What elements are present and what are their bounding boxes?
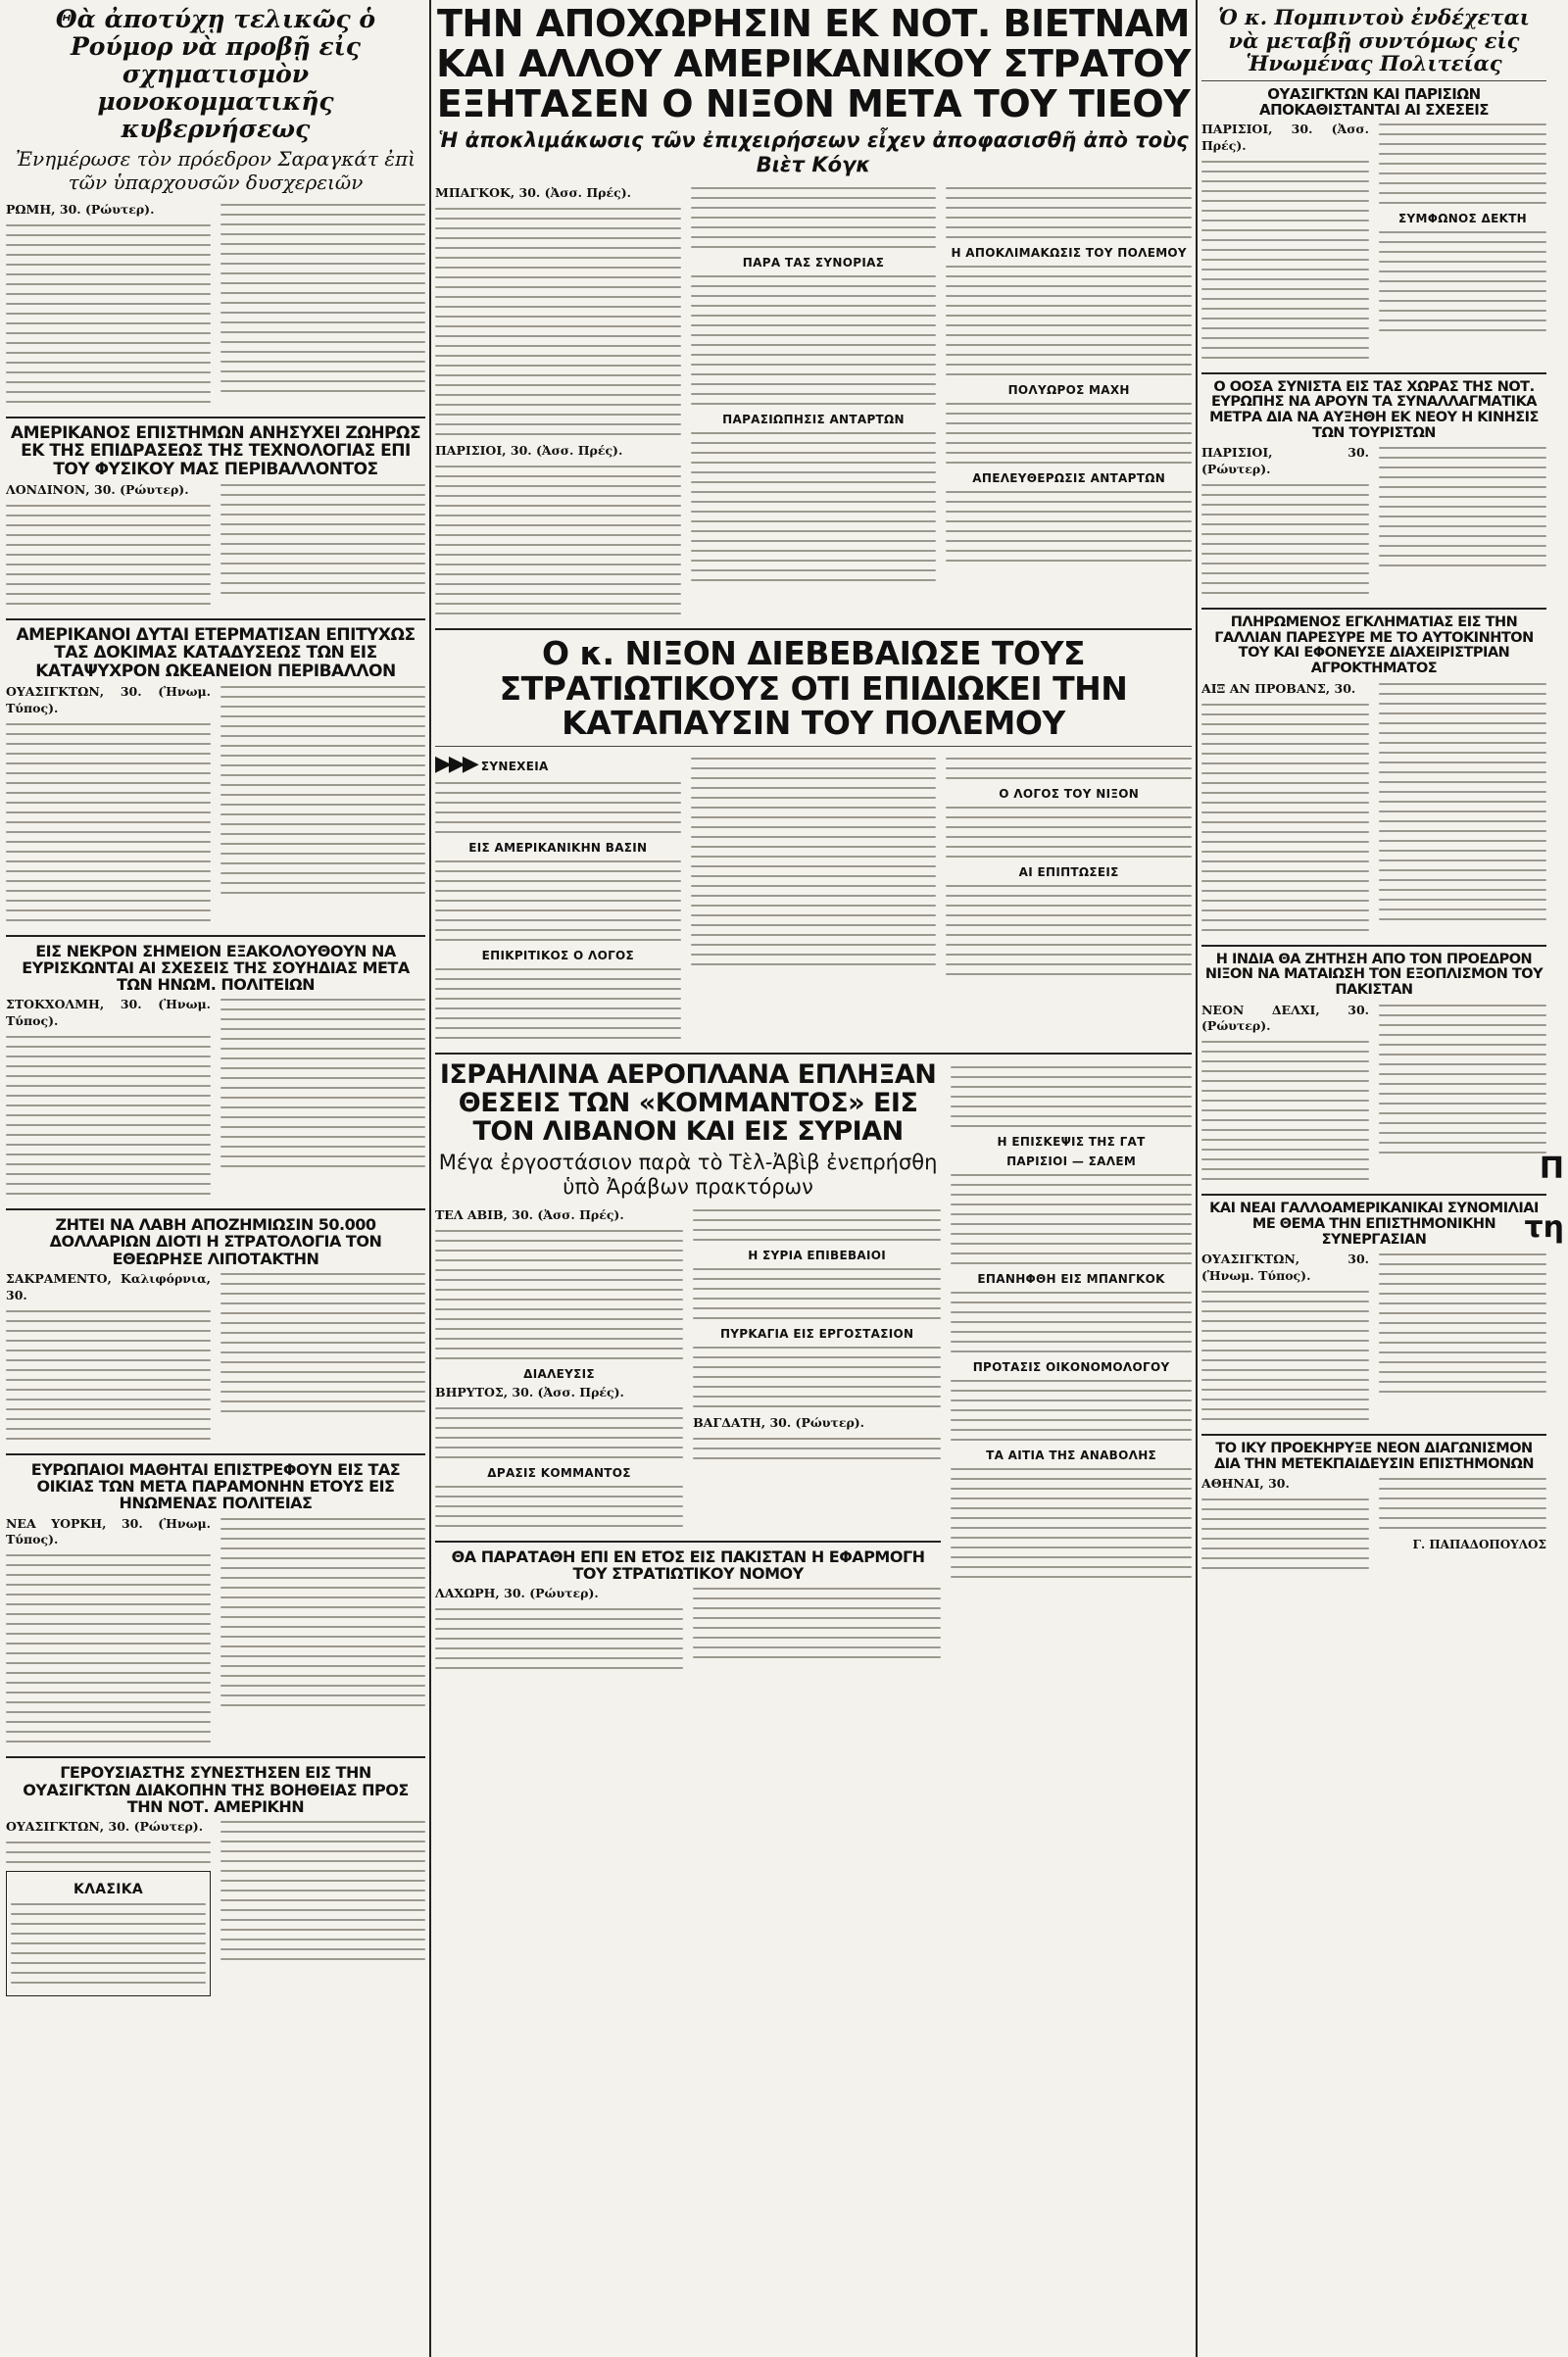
- dateline-washington: ΟΥΑΣΙΓΚΤΩΝ, 30. (Ἠνωμ. Τύπος).: [6, 683, 211, 715]
- article-body: [1201, 704, 1369, 931]
- banner-vietnam: ΤΗΝ ΑΠΟΧΩΡΗΣΙΝ ΕΚ ΝΟΤ. ΒΙΕΤΝΑΜ ΚΑΙ ΑΛΛΟΥ ΑΜΕΡΙΚΑΝΙΚΟΥ ΣΤΡΑΤΟΥ ΕΞΗΤΑΣΕΝ Ο ΝΙΞΟΝ ΜΕΤΑ ΤΟΥ ΤΙΕΟΥ: [436, 2, 1191, 126]
- continued-marker: ▶▶▶ ΣΥΝΕΧΕΙΑ: [435, 752, 549, 777]
- dateline-sacramento: ΣΑΚΡΑΜΕΝΤΟ, Καλιφόρνια, 30.: [6, 1271, 211, 1302]
- article-body: [946, 885, 1192, 975]
- article-body: [1201, 484, 1369, 594]
- edge-cutoff-text: Π: [1539, 1152, 1564, 1186]
- headline-rumor: Θὰ ἀποτύχῃ τελικῶς ὁ Ρούμορ νὰ προβῇ εἰς σχηματισμὸν μονοκομματικῆς κυβερνήσεως: [55, 5, 376, 143]
- article-body: [951, 1174, 1192, 1264]
- subhead-saragat: Ἐνημέρωσε τὸν πρόεδρον Σαραγκάτ ἐπὶ τῶν ὑπαρχουσῶν δυσχερειῶν: [15, 147, 416, 194]
- banner-israel-sub: Μέγα ἐργοστάσιον παρὰ τὸ Τὲλ-Ἀβὶβ ἐνεπρήσθη ὑπὸ Ἀράβων πρακτόρων: [438, 1150, 938, 1199]
- article-body: [435, 1407, 683, 1458]
- article-body: [1379, 123, 1546, 204]
- article-body: [693, 1588, 941, 1658]
- divider: [435, 746, 1192, 747]
- article-body: [693, 1209, 941, 1241]
- divider: [435, 1053, 1192, 1055]
- dateline-beirut: ΒΗΡΥΤΟΣ, 30. (Ἀσσ. Πρές).: [435, 1384, 624, 1399]
- article-body: [435, 208, 681, 435]
- headline-franco-american: ΚΑΙ ΝΕΑΙ ΓΑΛΛΟΑΜΕΡΙΚΑΝΙΚΑΙ ΣΥΝΟΜΙΛΙΑΙ ΜΕ ΘΕΜΑ ΤΗΝ ΕΠΙΣΤΗΜΟΝΙΚΗΝ ΣΥΝΕΡΓΑΣΙΑΝ: [1209, 1201, 1539, 1248]
- dateline-baghdad: ΒΑΓΔΑΤΗ, 30. (Ρώυτερ).: [693, 1414, 865, 1430]
- dateline-telaviv: ΤΕΛ ΑΒΙΒ, 30. (Ἀσσ. Πρές).: [435, 1206, 624, 1222]
- subhead-paris-salem: ΠΑΡΙΣΙΟΙ — ΣΑΛΕΜ: [1006, 1154, 1137, 1169]
- article-body: [946, 403, 1192, 464]
- article-body: [1379, 1478, 1546, 1529]
- headline-senator: ΓΕΡΟΥΣΙΑΣΤΗΣ ΣΥΝΕΣΤΗΣΕΝ ΕΙΣ ΤΗΝ ΟΥΑΣΙΓΚΤΩΝ ΔΙΑΚΟΠΗΝ ΤΗΣ ΒΟΗΘΕΙΑΣ ΠΡΟΣ ΤΗΝ ΝΟΤ. ΑΜΕΡΙΚΗΝ: [23, 1763, 409, 1816]
- dateline-aix: ΑΙΞ ΑΝ ΠΡΟΒΑΝΣ, 30.: [1201, 680, 1356, 696]
- article-body: [6, 1310, 211, 1440]
- arrows-icon: ▶▶▶: [435, 752, 476, 777]
- headline-oecd: Ο ΟΟΣΑ ΣΥΝΙΣΤΑ ΕΙΣ ΤΑΣ ΧΩΡΑΣ ΤΗΣ ΝΟΤ. ΕΥΡΩΠΗΣ ΝΑ ΑΡΟΥΝ ΤΑ ΣΥΝΑΛΛΑΓΜΑΤΙΚΑ ΜΕΤΡΑ ΔΙΑ ΝΑ ΑΥΞΗΘΗ ΕΚ ΝΕΟΥ Η ΚΙΝΗΣΙΣ ΤΩΝ ΤΟΥΡΙΣΤΩΝ: [1209, 378, 1539, 441]
- article-body: [693, 1347, 941, 1407]
- dateline-lahore: ΛΑΧΩΡΗ, 30. (Ρώυτερ).: [435, 1586, 599, 1601]
- article-body: [220, 1821, 425, 1960]
- article-body: [951, 1066, 1192, 1127]
- column-rule: [1196, 0, 1198, 2357]
- article-body: [1201, 161, 1369, 359]
- dateline-athens: ΑΘΗΝΑΙ, 30.: [1201, 1476, 1290, 1492]
- dateline-newdelhi: ΝΕΟΝ ΔΕΛΧΙ, 30. (Ρώυτερ).: [1201, 1002, 1369, 1034]
- subhead-critical: ΕΠΙΚΡΙΤΙΚΟΣ Ο ΛΟΓΟΣ: [481, 949, 635, 963]
- divider: [1201, 372, 1546, 374]
- divider: [1201, 945, 1546, 947]
- article-body: [6, 1554, 211, 1743]
- article-body: [1201, 1041, 1369, 1180]
- divider: [1201, 1194, 1546, 1196]
- subhead-deescalation: Η ΑΠΟΚΛΙΜΑΚΩΣΙΣ ΤΟΥ ΠΟΛΕΜΟΥ: [951, 246, 1187, 261]
- divider: [1201, 608, 1546, 610]
- article-body: [6, 723, 211, 921]
- dateline-stockholm: ΣΤΟΚΧΟΛΜΗ, 30. (Ἠνωμ. Τύπος).: [6, 997, 211, 1029]
- article-body: [6, 224, 211, 403]
- classifieds-box: [6, 1871, 211, 1996]
- banner-nixon: Ο κ. ΝΙΞΟΝ ΔΙΕΒΕΒΑΙΩΣΕ ΤΟΥΣ ΣΤΡΑΤΙΩΤΙΚΟΥΣ ΟΤΙ ΕΠΙΔΙΩΚΕΙ ΤΗΝ ΚΑΤΑΠΑΥΣΙΝ ΤΟΥ ΠΟΛΕΜΟΥ: [499, 634, 1128, 743]
- banner-vietnam-sub: Ἡ ἀποκλιμάκωσις τῶν ἐπιχειρήσεων εἶχεν ἀποφασισθῆ ἀπὸ τοὺς Βιὲτ Κόγκ: [438, 128, 1189, 177]
- classifieds-title: ΚΛΑΣΙΚΑ: [73, 1881, 144, 1897]
- divider: [6, 1208, 425, 1210]
- dateline-paris-2: ΠΑΡΙΣΙΟΙ, 30. (Ρώυτερ).: [1201, 445, 1369, 477]
- subhead-release: ΑΠΕΛΕΥΘΕΡΩΣΙΣ ΑΝΤΑΡΤΩΝ: [972, 471, 1166, 486]
- signature: Γ. ΠΑΠΑΔΟΠΟΥΛΟΣ: [1412, 1538, 1546, 1552]
- article-body: [693, 1268, 941, 1319]
- subhead-gat-visit: Η ΕΠΙΣΚΕΨΙΣ ΤΗΣ ΓΑΤ: [997, 1135, 1146, 1150]
- article-body: [435, 1230, 683, 1359]
- subhead-agreement: ΣΥΜΦΩΝΟΣ ΔΕΚΤΗ: [1397, 211, 1528, 225]
- article-body: [1201, 1498, 1369, 1569]
- divider: [6, 618, 425, 620]
- article-body: [435, 1486, 683, 1527]
- divider: [1201, 80, 1546, 81]
- headline-india: Η ΙΝΔΙΑ ΘΑ ΖΗΤΗΣΗ ΑΠΟ ΤΟΝ ΠΡΟΕΔΡΟΝ ΝΙΞΟΝ ΝΑ ΜΑΤΑΙΩΣΗ ΤΟΝ ΕΞΟΠΛΙΣΜΟΝ ΤΟΥ ΠΑΚΙΣΤΑΝ: [1204, 951, 1544, 998]
- article-body: [220, 999, 425, 1167]
- article-body: [951, 1292, 1192, 1352]
- dateline-newyork: ΝΕΑ ΥΟΡΚΗ, 30. (Ἠνωμ. Τύπος).: [6, 1515, 211, 1547]
- article-body: [951, 1468, 1192, 1578]
- article-body: [220, 1273, 425, 1412]
- left-column: [6, 0, 425, 2357]
- headline-technology: ΑΜΕΡΙΚΑΝΟΣ ΕΠΙΣΤΗΜΩΝ ΑΝΗΣΥΧΕΙ ΖΩΗΡΩΣ ΕΚ ΤΗΣ ΕΠΙΔΡΑΣΕΩΣ ΤΗΣ ΤΕΧΝΟΛΟΓΙΑΣ ΕΠΙ ΤΟΥ ΦΥΣΙΚΟΥ ΜΑΣ ΠΕΡΙΒΑΛΛΟΝΤΟΣ: [10, 422, 421, 479]
- article-body: [1379, 1005, 1546, 1154]
- headline-killer: ΠΛΗΡΩΜΕΝΟΣ ΕΓΚΛΗΜΑΤΙΑΣ ΕΙΣ ΤΗΝ ΓΑΛΛΙΑΝ ΠΑΡΕΣΥΡΕ ΜΕ ΤΟ ΑΥΤΟΚΙΝΗΤΟΝ ΤΟΥ ΚΑΙ ΕΦΟΝΕΥΣΕ ΔΙΑΧΕΙΡΙΣΤΡΙΑΝ ΑΓΡΟΚΤΗΜΑΤΟΣ: [1214, 614, 1534, 677]
- article-body: [1379, 1253, 1546, 1393]
- article-body: [220, 204, 425, 392]
- headline-sweden: ΕΙΣ ΝΕΚΡΟΝ ΣΗΜΕΙΟΝ ΕΞΑΚΟΛΟΥΘΟΥΝ ΝΑ ΕΥΡΙΣΚΩΝΤΑΙ ΑΙ ΣΧΕΣΕΙΣ ΤΗΣ ΣΟΥΗΔΙΑΣ ΜΕΤΑ ΤΩΝ ΗΝΩΜ. ΠΟΛΙΤΕΙΩΝ: [22, 941, 410, 995]
- column-rule: [429, 0, 431, 2357]
- subhead-postponement: ΤΑ ΑΙΤΙΑ ΤΗΣ ΑΝΑΒΟΛΗΣ: [986, 1449, 1157, 1463]
- article-body: [220, 686, 425, 894]
- dateline-paris: ΠΑΡΙΣΙΟΙ, 30. (Ἀσσ. Πρές).: [1201, 121, 1369, 153]
- article-body: [693, 1438, 941, 1459]
- article-body: [951, 1380, 1192, 1441]
- article-body: [435, 968, 681, 1039]
- subhead-fire: ΠΥΡΚΑΓΙΑ ΕΙΣ ΕΡΓΟΣΤΑΣΙΟΝ: [719, 1326, 914, 1341]
- subhead-rebels: ΠΑΡΑΣΙΩΠΗΣΙΣ ΑΝΤΑΡΤΩΝ: [722, 413, 905, 427]
- article-body: [435, 782, 681, 833]
- headline-pompidou: Ὁ κ. Πομπιντοὺ ἐνδέχεται νὰ μεταβῇ συντόμως εἰς Ἡνωμένας Πολιτείας: [1218, 5, 1530, 76]
- subhead-battle: ΠΟΛΥΩΡΟΣ ΜΑΧΗ: [1007, 383, 1130, 398]
- headline-compensation: ΖΗΤΕΙ ΝΑ ΛΑΒΗ ΑΠΟΖΗΜΙΩΣΙΝ 50.000 ΔΟΛΛΑΡΙΩΝ ΔΙΟΤΙ Η ΣΤΡΑΤΟΛΟΓΙΑ ΤΟΝ ΕΘΕΩΡΗΣΕ ΛΙΠΟΤΑΚΤΗΝ: [49, 1215, 382, 1268]
- divider: [6, 935, 425, 937]
- article-body: [1379, 447, 1546, 566]
- headline-iky: ΤΟ ΙΚΥ ΠΡΟΕΚΗΡΥΞΕ ΝΕΟΝ ΔΙΑΓΩΝΙΣΜΟΝ ΔΙΑ ΤΗΝ ΜΕΤΕΚΠΑΙΔΕΥΣΙΝ ΕΠΙΣΤΗΜΟΝΩΝ: [1213, 1440, 1535, 1472]
- article-body: [691, 432, 937, 581]
- article-body: [11, 1903, 206, 1984]
- dateline-paris: ΠΑΡΙΣΙΟΙ, 30. (Ἀσσ. Πρές).: [435, 443, 623, 459]
- subhead-economist: ΠΡΟΤΑΣΙΣ ΟΙΚΟΝΟΜΟΛΟΓΟΥ: [972, 1360, 1170, 1375]
- subhead-speech: Ο ΛΟΓΟΣ ΤΟΥ ΝΙΞΟΝ: [999, 787, 1140, 802]
- article-body: [946, 758, 1192, 779]
- article-body: [220, 1518, 425, 1706]
- dateline-washington-2: ΟΥΑΣΙΓΚΤΩΝ, 30. (Ρώυτερ).: [6, 1819, 204, 1835]
- dateline-london: ΛΟΝΔΙΝΟΝ, 30. (Ρώυτερ).: [6, 481, 189, 497]
- article-body: [691, 187, 937, 248]
- subhead-bangkok-return: ΕΠΑΝΗΦΘΗ ΕΙΣ ΜΠΑΝΓΚΟΚ: [977, 1272, 1165, 1287]
- article-body: [435, 860, 681, 941]
- article-body: [1201, 1291, 1369, 1420]
- center-column: [435, 0, 1192, 2357]
- banner-israel: ΙΣΡΑΗΛΙΝΑ ΑΕΡΟΠΛΑΝΑ ΕΠΛΗΞΑΝ ΘΕΣΕΙΣ ΤΩΝ «ΚΟΜΜΑΝΤΟΣ» ΕΙΣ ΤΟΝ ΛΙΒΑΝΟΝ ΚΑΙ ΕΙΣ ΣΥΡΙΑΝ: [439, 1059, 937, 1148]
- divider: [6, 417, 425, 418]
- article-body: [6, 505, 211, 605]
- article-body: [946, 187, 1192, 238]
- subhead-borders: ΠΑΡΑ ΤΑΣ ΣΥΝΟΡΙΑΣ: [742, 256, 885, 270]
- article-body: [946, 266, 1192, 375]
- subhead-syria: Η ΣΥΡΙΑ ΕΠΙΒΕΒΑΙΟΙ: [748, 1248, 887, 1262]
- article-body: [220, 484, 425, 594]
- headline-relations: ΟΥΑΣΙΓΚΤΩΝ ΚΑΙ ΠΑΡΙΣΙΩΝ ΑΠΟΚΑΘΙΣΤΑΝΤΑΙ ΑΙ ΣΧΕΣΕΙΣ: [1258, 84, 1490, 119]
- divider: [6, 1453, 425, 1455]
- dateline-washington: ΟΥΑΣΙΓΚΤΩΝ, 30. (Ἠνωμ. Τύπος).: [1201, 1252, 1369, 1284]
- subhead-base: ΕΙΣ ΑΜΕΡΙΚΑΝΙΚΗΝ ΒΑΣΙΝ: [468, 841, 648, 856]
- banner-pakistan: ΘΑ ΠΑΡΑΤΑΘΗ ΕΠΙ ΕΝ ΕΤΟΣ ΕΙΣ ΠΑΚΙΣΤΑΝ Η ΕΦΑΡΜΟΓΗ ΤΟΥ ΣΤΡΑΤΙΩΤΙΚΟΥ ΝΟΜΟΥ: [451, 1547, 925, 1583]
- divider: [435, 1541, 941, 1543]
- dateline-rome: ΡΩΜΗ, 30. (Ρώυτερ).: [6, 202, 155, 217]
- subhead-commando-action: ΔΡΑΣΙΣ ΚΟΜΜΑΝΤΟΣ: [487, 1465, 631, 1480]
- article-body: [946, 807, 1192, 858]
- article-body: [1379, 683, 1546, 920]
- article-body: [691, 275, 937, 405]
- divider: [435, 628, 1192, 630]
- article-body: [6, 1036, 211, 1195]
- article-body: [435, 466, 681, 614]
- dateline-bangkok: ΜΠΑΓΚΟΚ, 30. (Ἀσσ. Πρές).: [435, 185, 631, 201]
- right-column: [1201, 0, 1546, 2357]
- subhead-repercussions: ΑΙ ΕΠΙΠΤΩΣΕΙΣ: [1018, 865, 1119, 880]
- headline-divers: ΑΜΕΡΙΚΑΝΟΙ ΔΥΤΑΙ ΕΤΕΡΜΑΤΙΣΑΝ ΕΠΙΤΥΧΩΣ ΤΑΣ ΔΟΚΙΜΑΣ ΚΑΤΑΔΥΣΕΩΣ ΤΩΝ ΕΙΣ ΚΑΤΑΨΥΧΡΟΝ ΩΚΕΑΝΕΙΟΝ ΠΕΡΙΒΑΛΛΟΝ: [16, 624, 416, 681]
- headline-students: ΕΥΡΩΠΑΙΟΙ ΜΑΘΗΤΑΙ ΕΠΙΣΤΡΕΦΟΥΝ ΕΙΣ ΤΑΣ ΟΙΚΙΑΣ ΤΩΝ ΜΕΤΑ ΠΑΡΑΜΟΝΗΝ ΕΤΟΥΣ ΕΙΣ ΗΝΩΜΕΝΑΣ ΠΟΛΙΤΕΙΑΣ: [30, 1459, 401, 1513]
- article-body: [1379, 231, 1546, 331]
- divider: [1201, 1434, 1546, 1436]
- subhead-statement: ΔΙΑΛΕΥΣΙΣ: [523, 1366, 595, 1381]
- edge-cutoff-text: τη: [1524, 1210, 1564, 1245]
- article-body: [691, 758, 937, 965]
- article-body: [6, 1841, 211, 1863]
- article-body: [946, 491, 1192, 562]
- divider: [6, 1756, 425, 1758]
- article-body: [435, 1608, 683, 1669]
